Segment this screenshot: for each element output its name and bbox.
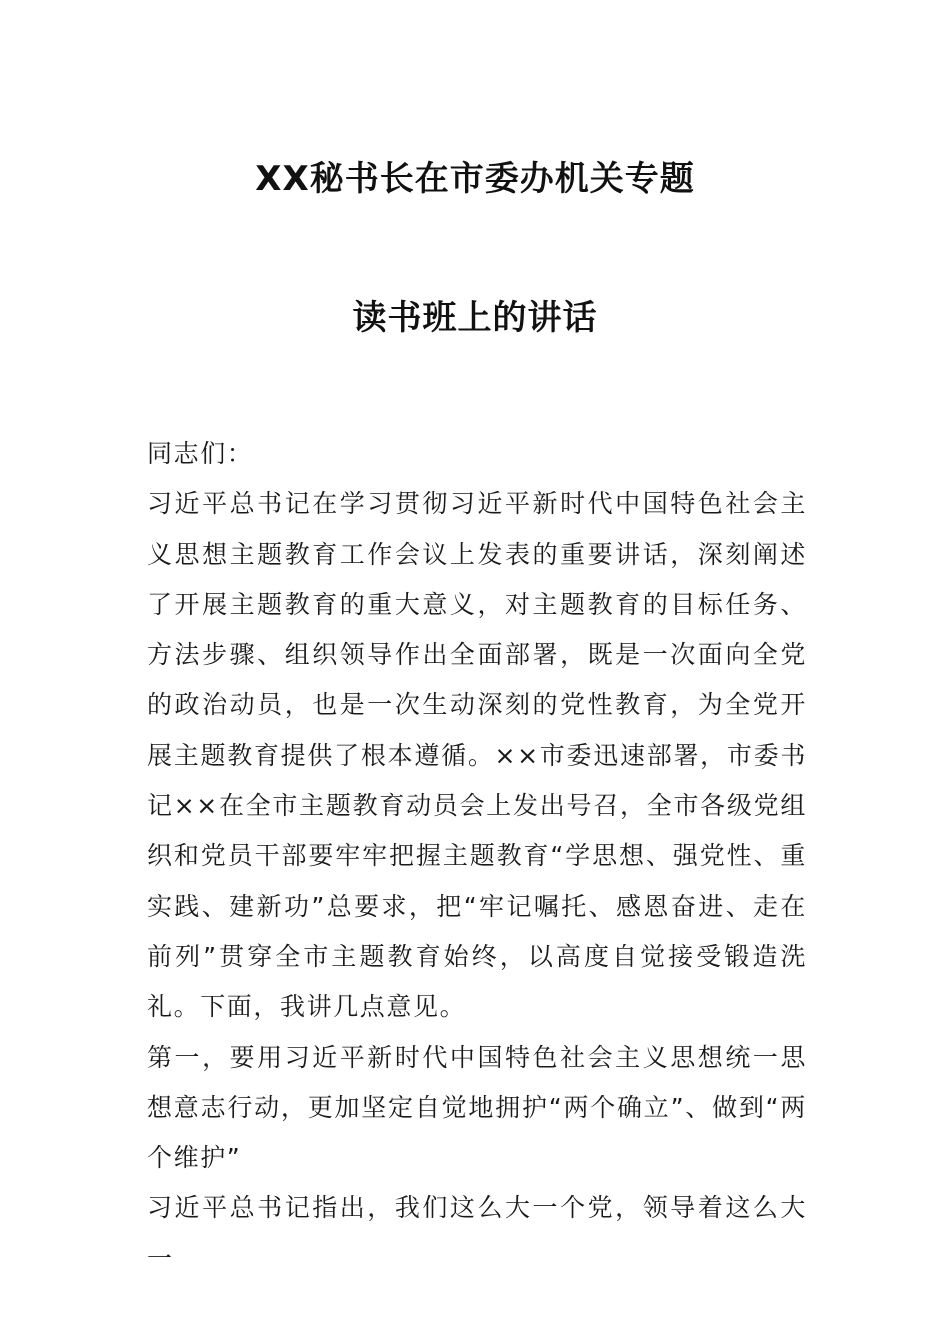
section-heading-1: 第一，要用习近平新时代中国特色社会主义思想统一思想意志行动，更加坚定自觉地拥护“两个确立”、做到“两个维护” (147, 1042, 807, 1173)
paragraph-intro: 习近平总书记在学习贯彻习近平新时代中国特色社会主义思想主题教育工作会议上发表的重要讲话，深刻阐述了开展主题教育的重大意义，对主题教育的目标任务、方法步骤、组织领导作出全面部署，既是一次面向全党的政治动员，也是一次生动深刻的党性教育，为全党开展主题教育提供了根本遵循。××市委迅速部署，市委书记××在全市主题教育动员会上发出号召，全市各级党组织和党员干部要牢牢把握主题教育“学思想、强党性、重实践、建新功”总要求，把“牢记嘱托、感恩奋进、走在前列”贯穿全市主题教育始终，以高度自觉接受锻造洗礼。下面，我讲几点意见。 (147, 489, 807, 1022)
salutation: 同志们： (147, 439, 254, 468)
document-title-line-2: 读书班上的讲话 (352, 298, 598, 338)
paragraph-section-1: 习近平总书记指出，我们这么大一个党，领导着这么大一 (147, 1193, 807, 1273)
document-title-line-1: XX秘书长在市委办机关专题 (255, 159, 695, 199)
document-body (147, 429, 807, 1284)
